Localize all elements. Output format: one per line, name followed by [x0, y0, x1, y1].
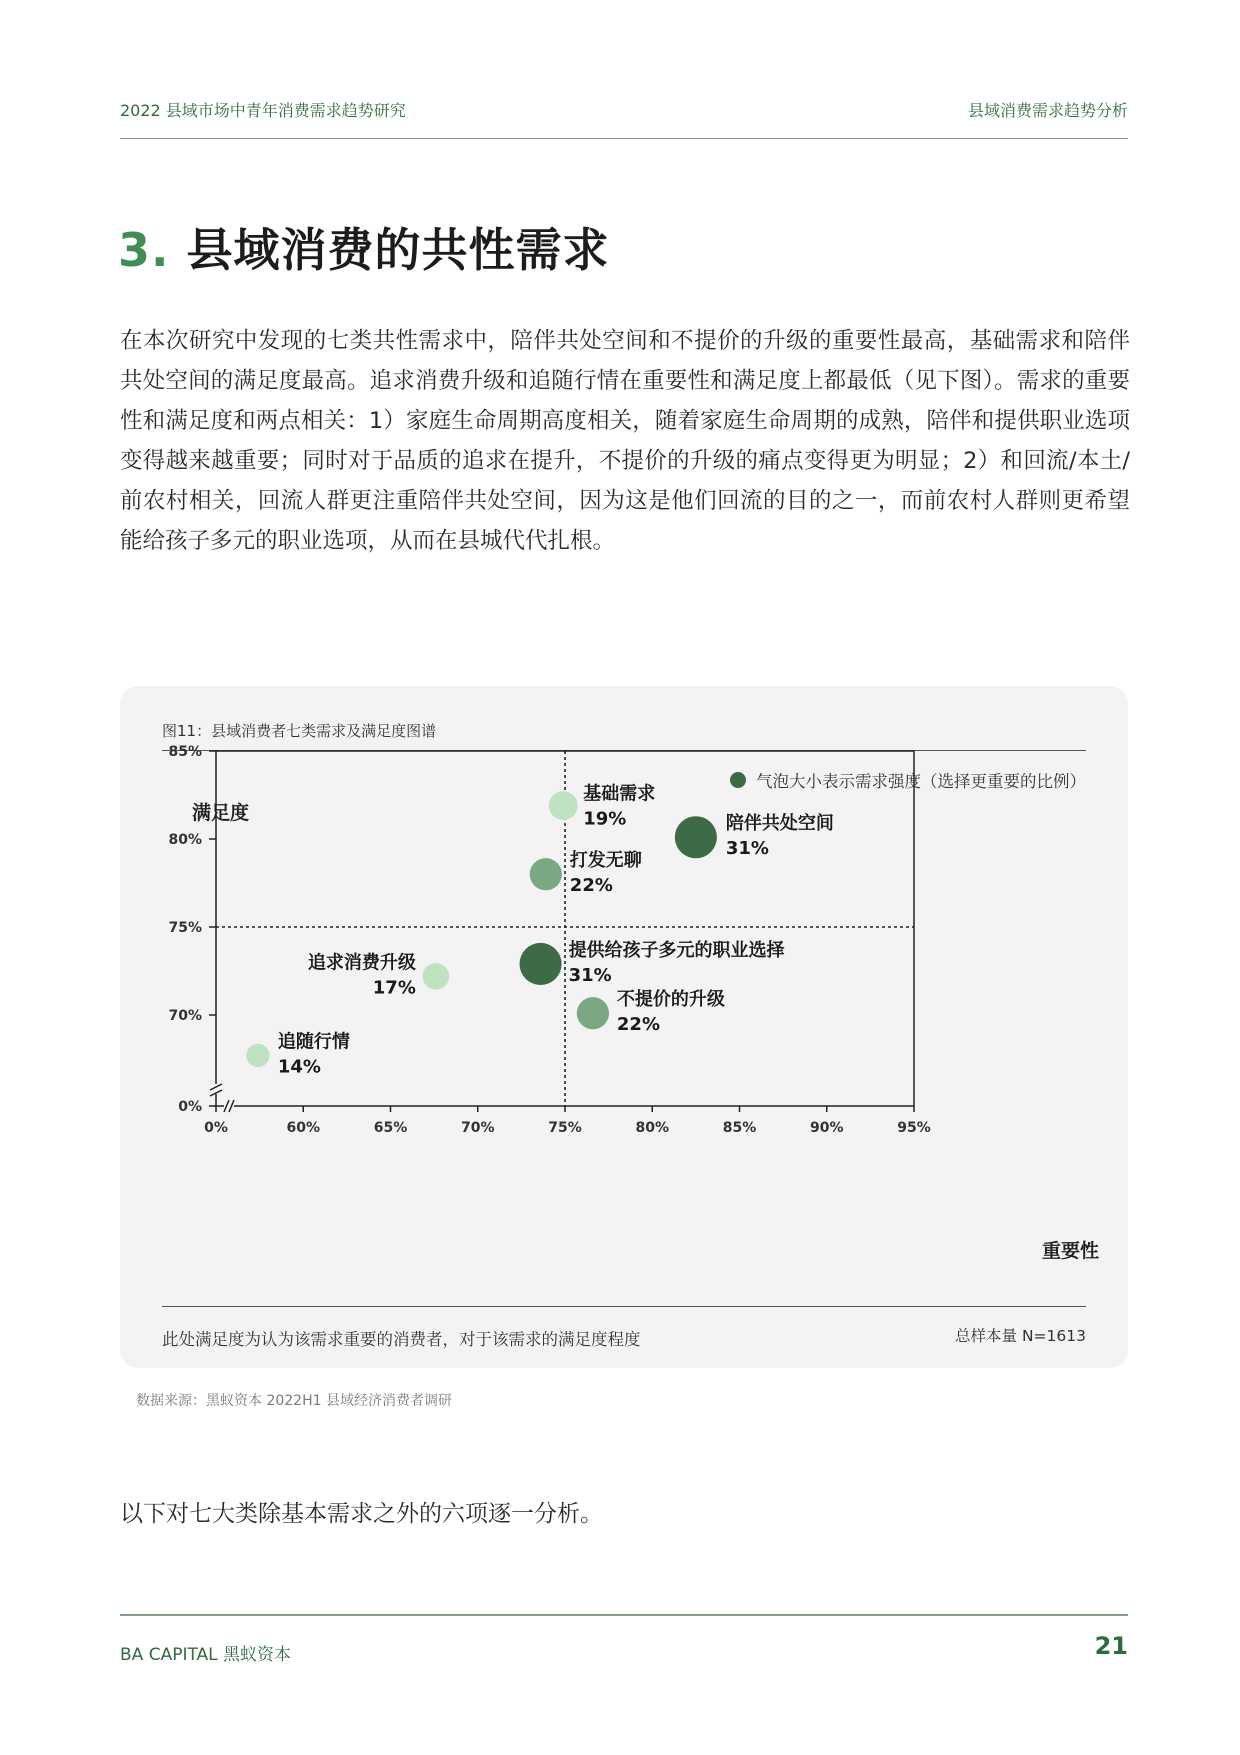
x-tick-label: 65% — [373, 1120, 408, 1136]
x-tick-label: 90% — [809, 1120, 844, 1136]
x-tick-label: 75% — [548, 1120, 582, 1136]
y-tick-label: 70% — [168, 1008, 202, 1024]
x-tick-label: 60% — [286, 1120, 321, 1136]
bubble-name-label: 追求消费升级 — [307, 952, 416, 974]
section-number: 3. — [118, 223, 170, 277]
bubble-mid — [530, 858, 562, 890]
bubble-name-label: 追随行情 — [277, 1031, 350, 1053]
page-number: 21 — [1094, 1632, 1128, 1660]
x-tick-label: 95% — [897, 1120, 931, 1136]
y-axis-title: 满足度 — [192, 802, 250, 824]
bubble-name-label: 基础需求 — [583, 783, 656, 805]
bubble-value-label: 14% — [277, 1056, 321, 1078]
bubble-value-label: 17% — [372, 977, 416, 999]
bubble-low — [423, 963, 450, 990]
figure-footer-rule — [162, 1306, 1086, 1307]
footer-brand: BA CAPITAL 黑蚁资本 — [120, 1645, 292, 1665]
bubble-name-label: 打发无聊 — [569, 850, 642, 872]
figure-title: 图11：县域消费者七类需求及满足度图谱 — [162, 722, 437, 740]
y-tick-label: 0% — [178, 1099, 202, 1115]
x-tick-label: 70% — [460, 1120, 495, 1136]
header-report-title: 2022 县域市场中青年消费需求趋势研究 — [120, 101, 406, 120]
section-heading — [118, 214, 610, 280]
page-header — [120, 98, 1128, 139]
figure-card — [120, 686, 1128, 1368]
bubble-value-label: 22% — [569, 875, 613, 897]
x-axis-title: 重要性 — [1042, 1240, 1100, 1262]
y-tick-label: 75% — [168, 920, 202, 936]
x-axis-break-mark — [229, 1100, 234, 1112]
x-tick-label: 85% — [722, 1120, 757, 1136]
x-axis-break-mark — [224, 1100, 229, 1112]
legend-text: 气泡大小表示需求强度（选择更重要的比例） — [756, 772, 1086, 791]
sample-size: 总样本量 N=1613 — [955, 1327, 1086, 1345]
conclusion-text: 以下对七大类除基本需求之外的六项逐一分析。 — [120, 1501, 603, 1527]
bubble-name-label: 陪伴共处空间 — [725, 813, 834, 835]
footer-rule — [120, 1614, 1128, 1616]
x-tick-label: 80% — [635, 1120, 670, 1136]
y-tick-label: 85% — [168, 744, 202, 760]
intro-paragraph: 在本次研究中发现的七类共性需求中，陪伴共处空间和不提价的升级的重要性最高，基础需求和陪伴共处空间的满足度最高。追求消费升级和追随行情在重要性和满足度上都最低（见下图）。需求的重要性和满足度和两点相关：1）家庭生命周期高度相关，随着家庭生命周期的成熟，陪伴和提供职业选项变得越来越重要；同时对于品质的追求在提升，不提价的升级的痛点变得更为明显；2）和回流/本土/前农村相关，回流人群更注重陪伴共处空间，因为这是他们回流的目的之一，而前农村人群则更希望能给孩子多元的职业选项，从而在县城代代扎根。 — [120, 328, 1130, 554]
bubble-low — [549, 791, 578, 820]
bubble-low — [246, 1044, 269, 1067]
section-title: 县域消费的共性需求 — [186, 223, 610, 277]
bubble-name-label: 不提价的升级 — [616, 989, 725, 1011]
bubble-value-label: 31% — [725, 838, 769, 860]
bubble-high — [520, 943, 562, 985]
x-tick-label: 0% — [204, 1120, 228, 1136]
header-section-title: 县域消费需求趋势分析 — [967, 101, 1128, 120]
bubble-high — [675, 816, 717, 858]
figure-footnote: 此处满足度为认为该需求重要的消费者，对于该需求的满足度程度 — [162, 1330, 641, 1349]
bubble-chart — [120, 686, 1128, 1306]
bubble-value-label: 31% — [568, 964, 612, 986]
y-tick-label: 80% — [168, 832, 202, 848]
bubble-value-label: 19% — [583, 808, 627, 830]
bubble-name-label: 提供给孩子多元的职业选择 — [568, 939, 785, 961]
data-source: 数据来源：黑蚁资本 2022H1 县域经济消费者调研 — [136, 1393, 452, 1409]
y-axis-break-mark — [210, 1084, 222, 1090]
bubble-value-label: 22% — [616, 1014, 661, 1036]
bubble-mid — [577, 997, 609, 1029]
